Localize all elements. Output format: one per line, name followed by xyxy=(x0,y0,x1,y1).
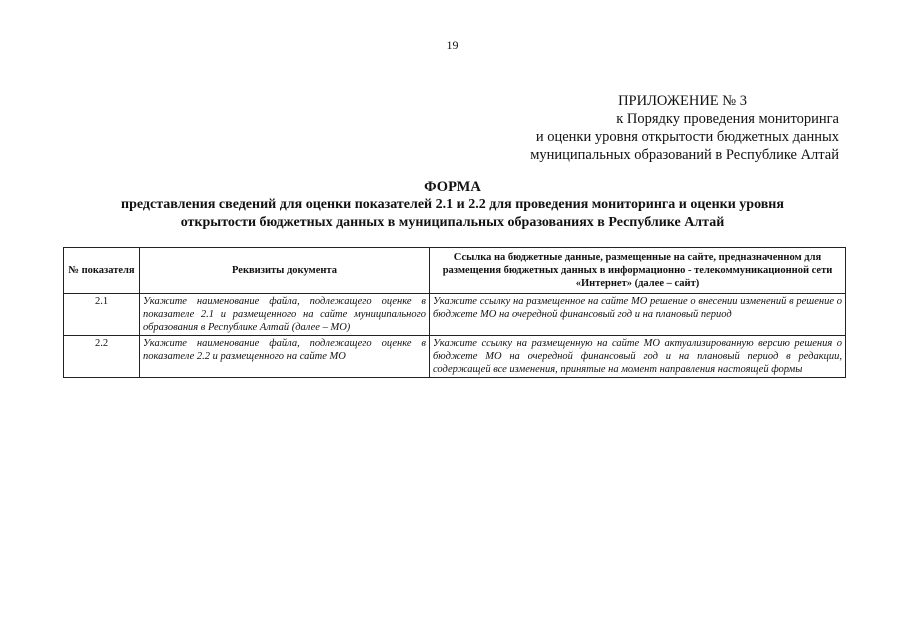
header-indicator-number: № показателя xyxy=(64,248,140,294)
appendix-line-2: и оценки уровня открытости бюджетных данных xyxy=(535,129,839,145)
indicators-table xyxy=(63,247,846,378)
page-number: 19 xyxy=(446,38,459,52)
row-document-details: Укажите наименование файла, подлежащего оценке в показателе 2.2 и размещенного на сайте МО xyxy=(140,336,430,378)
header-document-details: Реквизиты документа xyxy=(140,248,430,294)
header-budget-data-link: Ссылка на бюджетные данные, размещенные на сайте, предназначенном для размещения бюджетных данных в информационно - телекоммуникационной сети «Интернет» (далее – сайт) xyxy=(430,248,846,294)
table-row xyxy=(64,336,846,378)
row-indicator-number: 2.1 xyxy=(64,294,140,336)
appendix-line-1: к Порядку проведения мониторинга xyxy=(616,111,839,127)
form-subtitle: представления сведений для оценки показателей 2.1 и 2.2 для проведения мониторинга и оценки уровня открытости бюджетных данных в муниципальных образованиях в Республике Алтай xyxy=(121,197,784,230)
table-header-row xyxy=(64,248,846,294)
row-indicator-number: 2.2 xyxy=(64,336,140,378)
appendix-line-3: муниципальных образований в Республике Алтай xyxy=(530,147,839,163)
row-budget-data-link: Укажите ссылку на размещенное на сайте МО решение о внесении изменений в решение о бюджете МО на очередной финансовый год и на плановый период xyxy=(430,294,846,336)
appendix-title: ПРИЛОЖЕНИЕ № 3 xyxy=(618,93,747,109)
appendix-block xyxy=(499,92,839,164)
form-title: ФОРМА xyxy=(424,179,481,195)
table-row xyxy=(64,294,846,336)
row-budget-data-link: Укажите ссылку на размещенную на сайте МО актуализированную версию решения о бюджете МО на очередной финансовый год и на плановый период в редакции, содержащей все изменения, принятые на момент направления настоящей формы xyxy=(430,336,846,378)
row-document-details: Укажите наименование файла, подлежащего оценке в показателе 2.1 и размещенного на сайте муниципального образования в Республике Алтай (далее – МО) xyxy=(140,294,430,336)
